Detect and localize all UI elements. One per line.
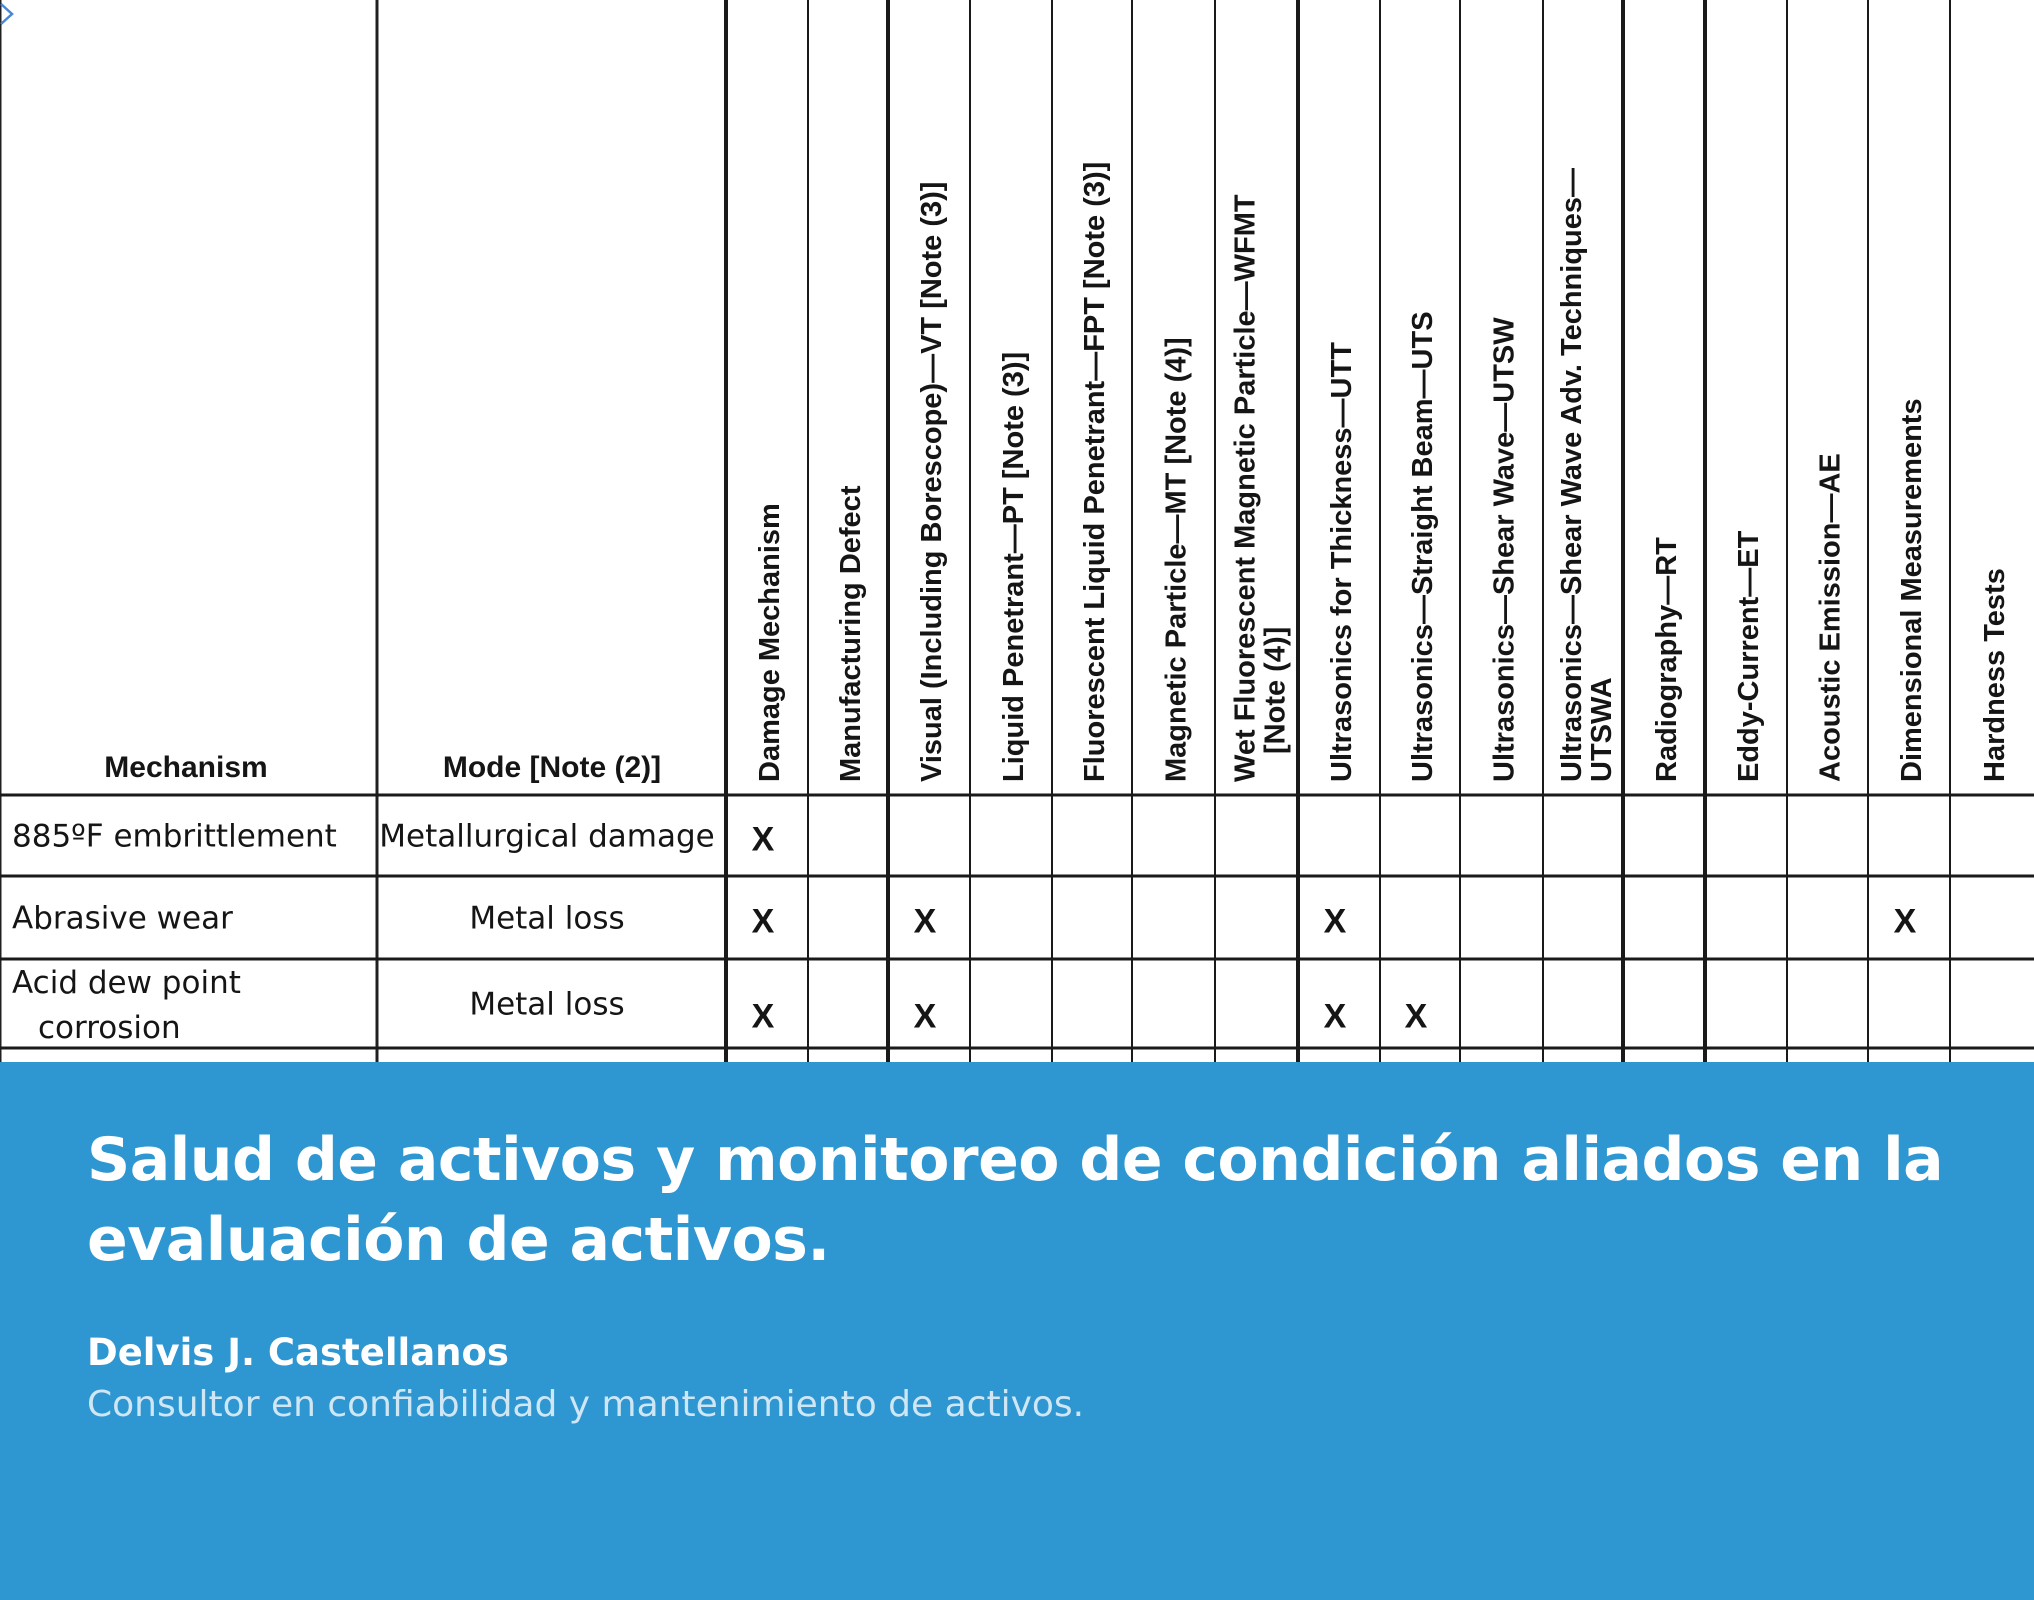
row-mark: X [1323,902,1347,941]
header-mechanism: Mechanism [104,751,268,784]
column-header-second-line: UTSWA [1586,677,1618,782]
column-header: Fluorescent Liquid Penetrant—FPT [Note (3)] [1079,161,1111,782]
row-mark: X [1893,902,1917,941]
column-header: Hardness Tests [1979,568,2011,782]
column-header: Ultrasonics—Straight Beam—UTS [1407,311,1439,782]
row-mechanism: 885ºF embrittlement [12,818,337,855]
row-mark: X [751,820,775,859]
chevron-right-icon [0,0,14,28]
article-title-line-1: Salud de activos y monitoreo de condición aliados en la [87,1125,1944,1195]
column-header: Wet Fluorescent Magnetic Particle—WFMT [1229,194,1262,782]
column-header: Ultrasonics—Shear Wave—UTSW [1488,317,1521,782]
column-header: Acoustic Emission—AE [1814,453,1847,782]
row-mechanism: Acid dew point [12,965,241,1001]
row-mode: Metal loss [469,986,625,1023]
row-mark: X [913,902,937,941]
row-mark: X [1404,997,1428,1036]
column-header: Dimensional Measurements [1896,398,1928,782]
row-mark: X [751,997,775,1036]
article-title [87,1120,1987,1280]
author-name: Delvis J. Castellanos [87,1331,509,1374]
author-role: Consultor en confiabilidad y mantenimiento de activos. [87,1384,1085,1425]
row-mark: X [913,997,937,1036]
header-mode: Mode [Note (2)] [442,751,662,784]
article-title-line-2: evaluación de activos. [87,1205,830,1275]
row-mechanism: Abrasive wear [12,900,233,937]
column-header: Radiography—RT [1651,537,1683,782]
column-header: Damage Mechanism [754,503,786,782]
column-header: Eddy-Current—ET [1733,530,1765,782]
row-mode: Metal loss [469,900,625,937]
row-mark: X [751,902,775,941]
column-header: Ultrasonics for Thickness—UTT [1326,342,1358,782]
column-header: Ultrasonics—Shear Wave Adv. Techniques— [1556,168,1588,782]
row-mark: X [1323,997,1347,1036]
column-header-second-line: [Note (4)] [1259,626,1292,754]
row-mode: Metallurgical damage [379,818,715,855]
row-mechanism-line-2: corrosion [38,1010,181,1046]
column-header: Liquid Penetrant—PT [Note (3)] [998,351,1030,782]
column-header: Magnetic Particle—MT [Note (4)] [1160,337,1193,782]
column-header: Manufacturing Defect [835,485,867,782]
column-header: Visual (Including Borescope)—VT [Note (3)] [916,181,948,782]
